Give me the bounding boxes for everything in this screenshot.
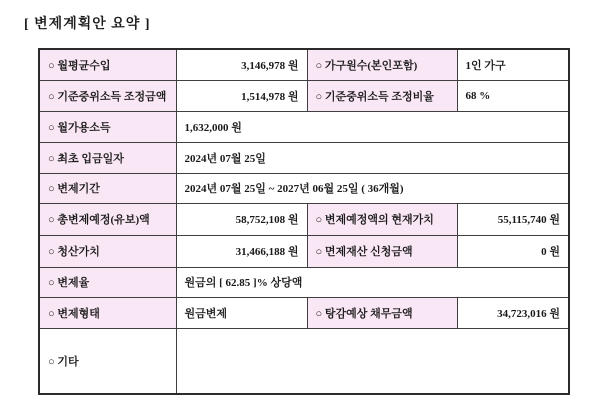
- row-value-exempt-property-request: 0 원: [457, 235, 569, 267]
- row-value-repayment-rate: 원금의 [ 62.85 ]% 상당액: [176, 267, 569, 297]
- page-title: [ 변제계획안 요약 ]: [24, 17, 151, 32]
- table-row: [39, 111, 569, 142]
- table-row: [39, 297, 569, 328]
- row-value-median-income-adjust-ratio: 68 %: [457, 80, 569, 111]
- row-label-etc: ○ 기타: [39, 328, 176, 394]
- row-value-expected-debt-reduction: 34,723,016 원: [457, 297, 569, 328]
- row-value-first-payment-date: 2024년 07월 25일: [176, 142, 569, 173]
- row-label-monthly-avg-income: ○ 월평균수입: [39, 49, 176, 80]
- row-value-repayment-period: 2024년 07월 25일 ~ 2027년 06월 25일 ( 36개월): [176, 173, 569, 203]
- row-value-median-income-adjusted-amount: 1,514,978 원: [176, 80, 307, 111]
- table-row: [39, 267, 569, 297]
- row-value-total-expected-repayment: 58,752,108 원: [176, 203, 307, 235]
- row-label-liquidation-value: ○ 청산가치: [39, 235, 176, 267]
- row-label-monthly-disposable-income: ○ 월가용소득: [39, 111, 176, 142]
- row-label-expected-debt-reduction: ○ 탕감예상 채무금액: [307, 297, 457, 328]
- row-value-liquidation-value: 31,466,188 원: [176, 235, 307, 267]
- row-label-repayment-period: ○ 변제기간: [39, 173, 176, 203]
- row-label-household-size: ○ 가구원수(본인포함): [307, 49, 457, 80]
- table-row: [39, 49, 569, 80]
- row-label-total-expected-repayment: ○ 총변제예정(유보)액: [39, 203, 176, 235]
- row-value-present-value-of-repayment: 55,115,740 원: [457, 203, 569, 235]
- row-value-repayment-type: 원금변제: [176, 297, 307, 328]
- row-label-exempt-property-request: ○ 면제재산 신청금액: [307, 235, 457, 267]
- row-value-monthly-avg-income: 3,146,978 원: [176, 49, 307, 80]
- table-row: [39, 203, 569, 235]
- row-label-repayment-rate: ○ 변제율: [39, 267, 176, 297]
- row-label-median-income-adjust-ratio: ○ 기준중위소득 조정비율: [307, 80, 457, 111]
- table-row: [39, 173, 569, 203]
- table-row: [39, 235, 569, 267]
- table-row: [39, 328, 569, 394]
- row-label-present-value-of-repayment: ○ 변제예정액의 현재가치: [307, 203, 457, 235]
- row-label-median-income-adjusted-amount: ○ 기준중위소득 조정금액: [39, 80, 176, 111]
- row-label-repayment-type: ○ 변제형태: [39, 297, 176, 328]
- row-label-first-payment-date: ○ 최초 입금일자: [39, 142, 176, 173]
- table-row: [39, 80, 569, 111]
- row-value-etc: [176, 328, 569, 394]
- summary-table: [38, 48, 570, 395]
- row-value-household-size: 1인 가구: [457, 49, 569, 80]
- table-row: [39, 142, 569, 173]
- row-value-monthly-disposable-income: 1,632,000 원: [176, 111, 569, 142]
